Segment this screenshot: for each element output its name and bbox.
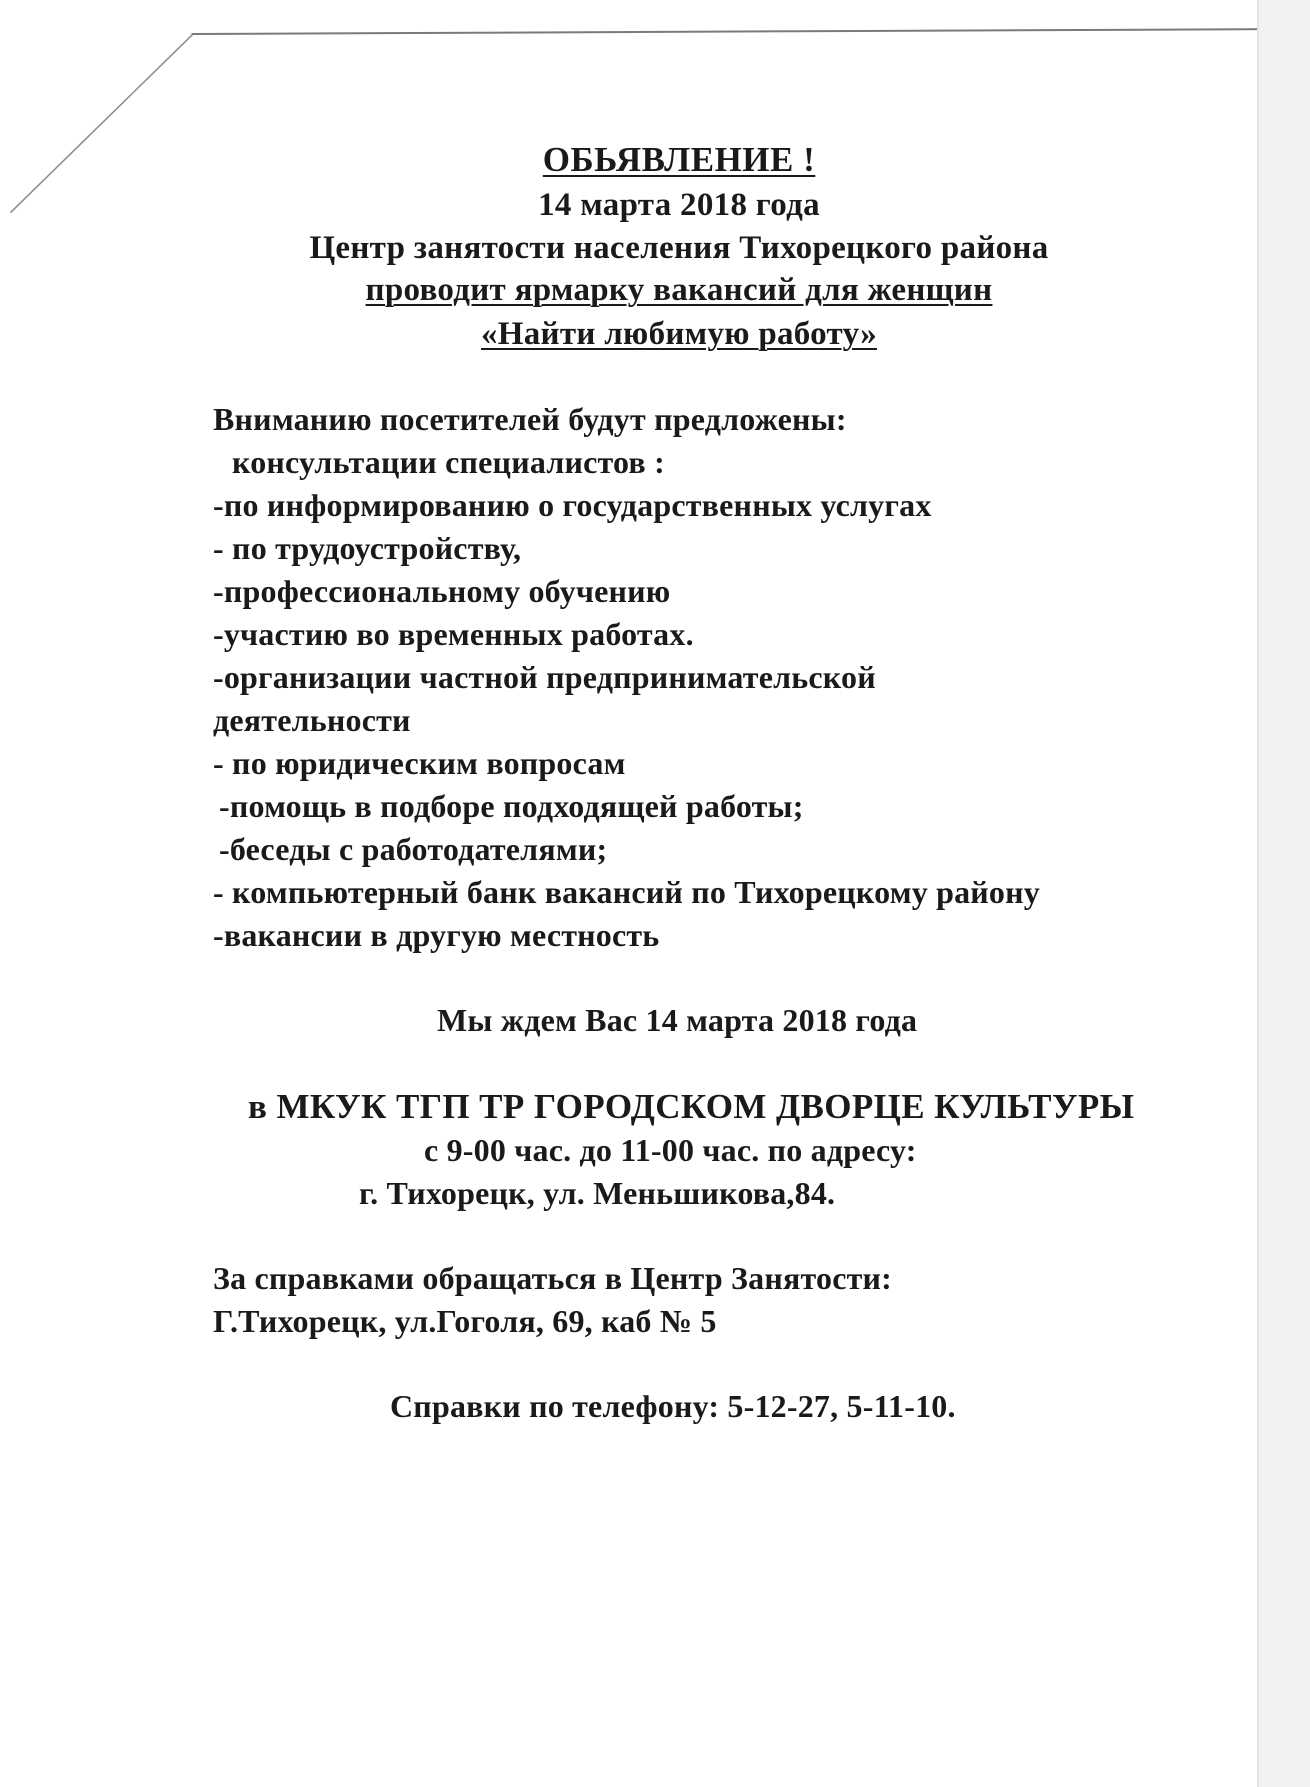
event-date: 14 марта 2018 года [538,187,820,223]
offer-intro: Вниманию посетителей будут предложены: [213,401,847,437]
offer-item: -профессиональному обучению [213,573,671,609]
offer-item: - по юридическим вопросам [213,745,626,781]
time-line: с 9-00 час. до 11-00 час. по адресу: [424,1132,917,1168]
offer-item: -вакансии в другую местность [213,917,660,953]
phone-line: Справки по телефону: 5-12-27, 5-11-10. [390,1388,956,1424]
offer-item: - компьютерный банк вакансий по Тихорецкому району [213,874,1040,910]
offer-item: -по информированию о государственных услугах [213,487,932,523]
offer-item: -организации частной предпринимательской [213,659,876,695]
offer-item: -беседы с работодателями; [219,831,608,867]
offer-item: деятельности [213,702,411,738]
info-line-2: Г.Тихорецк, ул.Гоголя, 69, каб № 5 [213,1303,717,1339]
consult-heading: консультации специалистов : [232,444,665,480]
invite-line: Мы ждем Вас 14 марта 2018 года [437,1002,918,1038]
info-line-1: За справками обращаться в Центр Занятости: [213,1260,893,1296]
offer-item: - по трудоустройству, [213,530,522,566]
event-description: проводит ярмарку вакансий для женщин [365,272,993,308]
offer-item: -помощь в подборе подходящей работы; [219,788,804,824]
offer-item: -участию во временных работах. [213,616,694,652]
venue-line: в МКУК ТГП ТР ГОРОДСКОМ ДВОРЦЕ КУЛЬТУРЫ [248,1087,1135,1126]
event-name: «Найти любимую работу» [480,316,878,352]
announcement-title: ОБЬЯВЛЕНИЕ ! [542,140,816,179]
organizer-name: Центр занятости населения Тихорецкого района [309,230,1049,266]
venue-address: г. Тихорецк, ул. Меньшикова,84. [359,1175,836,1211]
